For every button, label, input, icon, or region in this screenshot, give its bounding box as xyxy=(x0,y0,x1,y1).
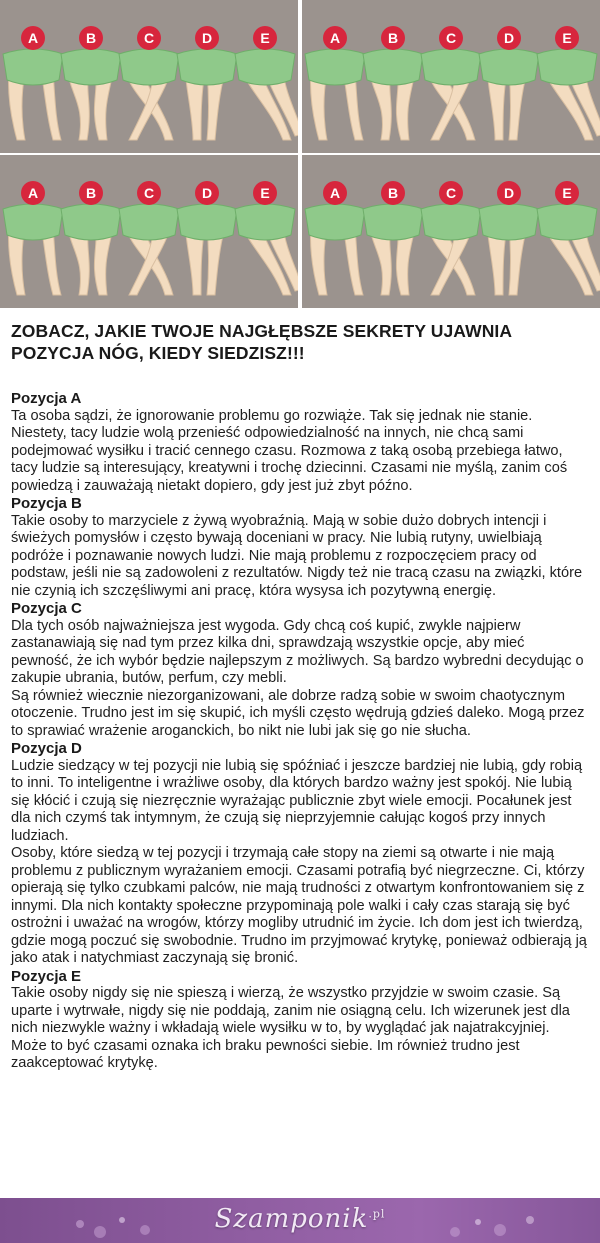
badge-letter: D xyxy=(201,30,213,46)
badge-letter: E xyxy=(260,185,270,201)
logo-suffix: .pl xyxy=(368,1207,386,1221)
section-paragraph: Są również wiecznie niezorganizowani, ale dobrze radzą sobie w swoim chaotycznym otoczenie. Trudno jest im się skupić, ich myśli często wędrują gdzieś daleko. Mogą przez to sprawiać wrażenie aroganckich, bo nikt nie lubi jak się go nie słucha. xyxy=(11,687,585,739)
illustration-panel xyxy=(0,155,298,308)
figure-b xyxy=(61,26,121,140)
section-paragraph: Ludzie siedzący w tej pozycji nie lubią się spóźniać i jeszcze bardziej nie lubią, gdy robią to inni. To inteligentne i wrażliwe osoby, dla których bardzo ważny jest spokój. Nie lubią się kłócić i czują się niezręcznie wyrażając publicznie zbyt wiele emocji. Pocałunek jest dla nich czymś tak intymnym, że czują się nieprzyjemnie całując kogoś przy innych ludziach. xyxy=(11,757,583,844)
badge-letter: D xyxy=(503,185,515,201)
badge-letter: E xyxy=(562,30,572,46)
figure-b xyxy=(61,181,121,295)
article xyxy=(11,320,589,1073)
badge-letter: C xyxy=(143,30,155,46)
badge-letter: E xyxy=(260,30,270,46)
badge-letter: A xyxy=(329,30,341,46)
figure-c xyxy=(421,26,481,140)
figure-d xyxy=(479,181,539,295)
logo-text: Szamponik xyxy=(214,1204,369,1234)
bubbles-decoration xyxy=(440,1212,550,1242)
badge-letter: C xyxy=(445,185,457,201)
figure-e xyxy=(235,181,298,295)
badge-letter: B xyxy=(387,185,399,201)
badge-letter: B xyxy=(387,30,399,46)
badge-letter: E xyxy=(562,185,572,201)
figure-c xyxy=(119,181,179,295)
figure-b xyxy=(363,26,423,140)
illustration-panel xyxy=(0,0,298,153)
section-paragraph: Takie osoby to marzyciele z żywą wyobraźnią. Mają w sobie dużo dobrych intencji i świeżych pomysłów i często bywają doceniani w pracy. Nie lubią rutyny, uwielbiają podróże i poznawanie nowych ludzi. Nie mają problemu z rozpoczęciem pracy od podstaw, jeśli nie są zadowoleni z rezultatów. Nigdy też nie tracą czasu na związki, które nie czynią ich szczęśliwymi ani pracę, która wysysa ich pozytywną energię. xyxy=(11,512,583,599)
badge-letter: A xyxy=(27,185,39,201)
figure-c xyxy=(119,26,179,140)
badge-letter: B xyxy=(85,30,97,46)
section-paragraph: Ta osoba sądzi, że ignorowanie problemu go rozwiąże. Tak się jednak nie stanie. Niestety, tacy ludzie wolą przenieść odpowiedzialność na innych, nie chcą sami podejmować wysiłku i tracić cennego czasu. Rozmowa z taką osobą przebiega łatwo, tacy ludzie są interesujący, kreatywni i trochę dziecinni. Czasami nie myślą, zanim coś powiedzą i zauważają nietakt dopiero, gdy jest już zbyt późno. xyxy=(11,407,568,494)
badge-letter: D xyxy=(201,185,213,201)
footer-banner xyxy=(0,1198,600,1243)
figure-e xyxy=(235,26,298,140)
section-paragraph: Osoby, które siedzą w tej pozycji i trzymają całe stopy na ziemi są otwarte i nie mają problemu z publicznym wyrażaniem emocji. Czasami potrafią być niegrzeczne. Ci, którzy opierają się tylko czubkami palców, nie mają trudności z otwartym konfrontowaniem się z innymi. Dla nich kontakty społeczne przypominają pole walki i cały czas starają się być ostrożni i uważać na wrogów, którzy mogliby utrudnić im życie. Ich dom jest ich twierdzą, gdzie mogą poczuć się swobodnie. Trudno im przyjmować krytykę, ponieważ odbierają ją jako atak i natychmiast zaczynają się bronić. xyxy=(11,845,587,966)
article-title: ZOBACZ, JAKIE TWOJE NAJGŁĘBSZE SEKRETY UJAWNIA POZYCJA NÓG, KIEDY SIEDZISZ!!! xyxy=(11,321,512,363)
badge-letter: D xyxy=(503,30,515,46)
illustration-panel xyxy=(302,155,600,308)
figure-b xyxy=(363,181,423,295)
section-title: Pozycja D xyxy=(11,740,82,757)
figure-a xyxy=(305,26,365,140)
badge-letter: A xyxy=(27,30,39,46)
badge-letter: C xyxy=(143,185,155,201)
badge-letter: C xyxy=(445,30,457,46)
figure-d xyxy=(479,26,539,140)
figure-a xyxy=(305,181,365,295)
figure-a xyxy=(3,181,63,295)
section-title: Pozycja E xyxy=(11,967,82,985)
section-title: Pozycja B xyxy=(11,495,82,512)
section-title: Pozycja C xyxy=(11,600,82,617)
section-title: Pozycja A xyxy=(11,390,82,407)
figure-a xyxy=(3,26,63,140)
illustration-panel xyxy=(302,0,600,153)
article-sections xyxy=(11,390,589,1073)
figure-c xyxy=(421,181,481,295)
figure-e xyxy=(537,181,600,295)
figure-d xyxy=(177,26,237,140)
legs-illustration xyxy=(0,0,600,308)
badge-letter: A xyxy=(329,185,341,201)
figure-e xyxy=(537,26,600,140)
section-paragraph: Takie osoby nigdy się nie spieszą i wierzą, że wszystko przyjdzie w swoim czasie. Są uparte i wytrwałe, nigdy się nie poddają, zanim nie osiągną celu. Ich wizerunek jest dla nich niezwykle ważny i wkładają wiele wysiłku w to, by wyglądać jak najatrakcyjniej. Może to być czasami oznaka ich braku pewności siebie. Im również trudno jest zaakceptować krytykę. xyxy=(11,985,570,1071)
figure-d xyxy=(177,181,237,295)
badge-letter: B xyxy=(85,185,97,201)
section-paragraph: Dla tych osób najważniejsza jest wygoda. Gdy chcą coś kupić, zwykle najpierw zastanawiają się nad tym przez kilka dni, sprawdzają wszystkie opcje, aby mieć pewność, że ich wybór będzie najlepszym z możliwych. Są bardzo wybredni decydując o zakupie ubrania, butów, perfum, czy mebli. xyxy=(11,617,584,686)
